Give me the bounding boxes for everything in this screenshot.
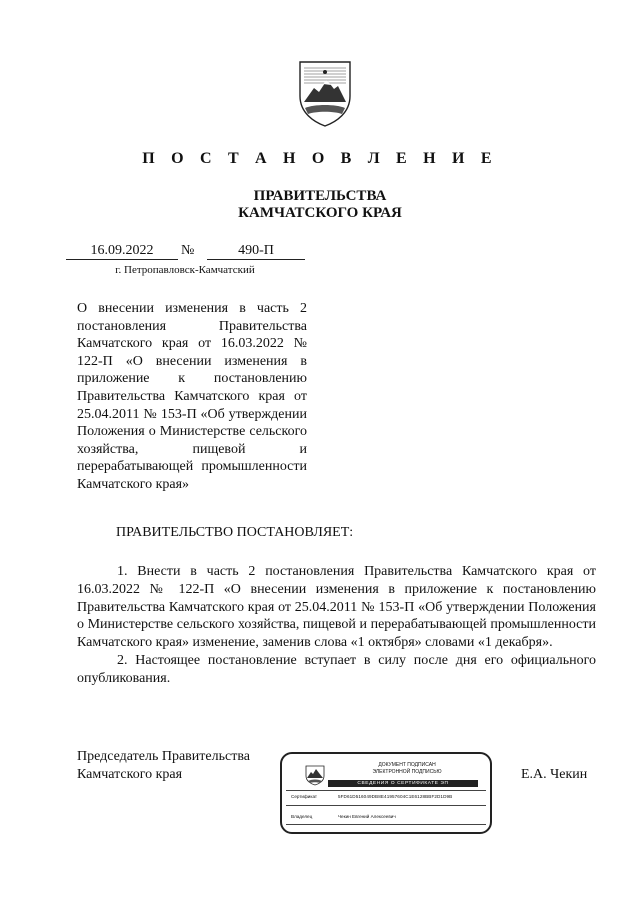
decree-phrase: ПРАВИТЕЛЬСТВО ПОСТАНОВЛЯЕТ: <box>116 525 354 540</box>
stamp-owner-label: Владелец <box>291 814 313 819</box>
issuer-line-1: ПРАВИТЕЛЬСТВА <box>253 188 387 204</box>
signer-name: Е.А. Чекин <box>521 767 588 782</box>
number-sign: № <box>181 243 195 258</box>
document-number: 490-П <box>207 243 305 260</box>
signer-position-line-1: Председатель Правительства <box>77 749 250 764</box>
document-body <box>77 563 596 688</box>
stamp-owner-value: Чекин Евгений Алексеевич <box>338 814 396 819</box>
kamchatka-coat-of-arms-icon <box>304 764 326 786</box>
stamp-divider <box>286 824 486 825</box>
issuer-line-2: КАМЧАТСКОГО КРАЯ <box>238 205 402 221</box>
document-date: 16.09.2022 <box>66 243 178 260</box>
stamp-certificate-label: Сертификат <box>291 794 318 799</box>
stamp-divider <box>286 805 486 806</box>
electronic-signature-stamp <box>280 752 492 834</box>
paragraph-1: 1. Внести в часть 2 постановления Правительства Камчатского края от 16.03.2022 № 122-П «О внесении изменения в приложение к постановлению Правительства Камчатского края от 25.04.2011 № 153-П «Об утверждении Положения о Министерстве сельского хозяйства, пищевой и перерабатывающей промышленности Камчатского края» изменение, заменив слова «1 октября» словами «1 декабря». <box>77 564 596 651</box>
stamp-heading <box>332 762 482 776</box>
stamp-heading-line-1: ДОКУМЕНТ ПОДПИСАН <box>378 762 436 768</box>
signer-position-line-2: Камчатского края <box>77 767 183 782</box>
document-title: П О С Т А Н О В Л Е Н И Е <box>142 150 498 167</box>
stamp-heading-line-2: ЭЛЕКТРОННОЙ ПОДПИСЬЮ <box>372 769 442 775</box>
stamp-certificate-bar: СВЕДЕНИЯ О СЕРТИФИКАТЕ ЭП <box>328 780 478 787</box>
stamp-certificate-value: 5FD61D516049DB8E41957604C1E6128BBF2D1D9B <box>338 794 453 799</box>
stamp-divider <box>286 790 486 791</box>
document-subject: О внесении изменения в часть 2 постановления Правительства Камчатского края от 16.03.2022 № 122-П «О внесении изменения в приложение к постановлению Правительства Камчатского края от 25.04.2011 № 153-П «Об утверждении Положения о Министерстве сельского хозяйства, пищевой и перерабатывающей промышленности Камчатского края» <box>77 301 307 492</box>
kamchatka-coat-of-arms-icon <box>296 58 354 128</box>
city-line: г. Петропавловск-Камчатский <box>115 264 255 276</box>
paragraph-2: 2. Настоящее постановление вступает в силу после дня его официального опубликования. <box>77 652 596 686</box>
